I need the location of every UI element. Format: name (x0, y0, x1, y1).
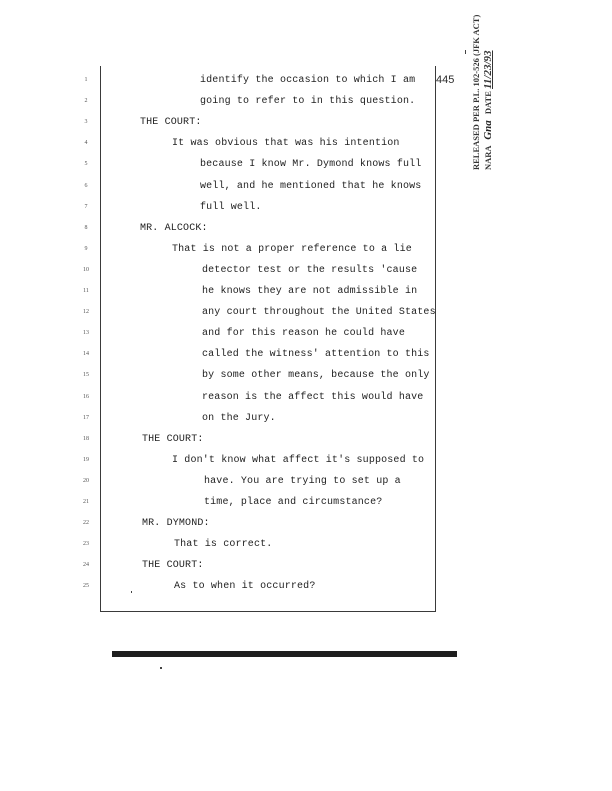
signature: Gna (482, 120, 494, 140)
bottom-bar (112, 651, 457, 657)
line-text: It was obvious that was his intention (172, 138, 400, 150)
line-number: 2 (84, 98, 88, 105)
line-text: and for this reason he could have (202, 328, 405, 340)
scan-speck (160, 667, 162, 669)
line-number: 25 (83, 583, 89, 590)
line-number: 8 (84, 224, 88, 231)
line-number: 19 (83, 456, 89, 463)
release-stamp-line1: RELEASED PER P.L. 102-526 (JFK ACT) (471, 14, 481, 170)
line-text: MR. DYMOND: (142, 518, 210, 530)
line-number: 16 (83, 393, 89, 400)
line-number: 6 (84, 182, 88, 189)
release-stamp (470, 15, 494, 170)
line-text: full well. (200, 201, 262, 213)
page-number: 445 (436, 74, 455, 86)
line-number: 11 (83, 288, 89, 294)
scan-speck (465, 50, 466, 54)
line-number: 1 (84, 77, 88, 83)
line-text: because I know Mr. Dymond knows full (200, 159, 422, 171)
line-text: time, place and circumstance? (204, 497, 383, 508)
scan-speck (131, 591, 132, 593)
line-number: 5 (84, 161, 88, 168)
line-number: 3 (84, 119, 88, 126)
line-text: by some other means, because the only (202, 370, 430, 382)
line-text: he knows they are not admissible in (202, 286, 418, 297)
line-text: That is correct. (174, 539, 273, 551)
line-number: 7 (84, 203, 88, 210)
line-number: 23 (83, 541, 89, 548)
line-text: THE COURT: (140, 117, 202, 129)
line-text: That is not a proper reference to a lie (172, 243, 412, 255)
line-text: have. You are trying to set up a (204, 475, 401, 487)
line-number: 21 (83, 499, 89, 505)
line-text: called the witness' attention to this (202, 349, 430, 361)
line-text: As to when it occurred? (174, 581, 316, 593)
release-stamp-date-label: DATE (483, 91, 493, 115)
line-text: MR. ALCOCK: (140, 222, 208, 234)
line-number: 22 (83, 520, 89, 527)
line-number: 13 (83, 330, 89, 337)
line-number: 9 (84, 245, 88, 252)
line-number: 18 (83, 435, 89, 442)
line-number: 17 (83, 414, 89, 421)
line-number: 12 (83, 309, 89, 316)
line-number: 14 (83, 351, 89, 358)
line-text: detector test or the results 'cause (202, 264, 418, 276)
line-text: THE COURT: (142, 433, 204, 445)
release-stamp-date: 11/23/93 (482, 50, 494, 89)
line-number: 4 (84, 140, 88, 147)
line-text: going to refer to in this question. (200, 96, 416, 108)
line-number: 15 (83, 372, 89, 379)
line-number: 20 (83, 477, 89, 484)
line-text: any court throughout the United States (202, 307, 436, 319)
line-text: reason is the affect this would have (202, 391, 424, 403)
release-stamp-nara: NARA (483, 145, 493, 170)
line-text: THE COURT: (142, 560, 204, 572)
line-text: I don't know what affect it's supposed to (172, 454, 425, 466)
line-number: 10 (83, 266, 89, 273)
line-text: on the Jury. (202, 412, 276, 424)
line-number: 24 (83, 562, 89, 569)
line-text: well, and he mentioned that he knows (200, 180, 422, 192)
line-text: identify the occasion to which I am (200, 75, 416, 86)
